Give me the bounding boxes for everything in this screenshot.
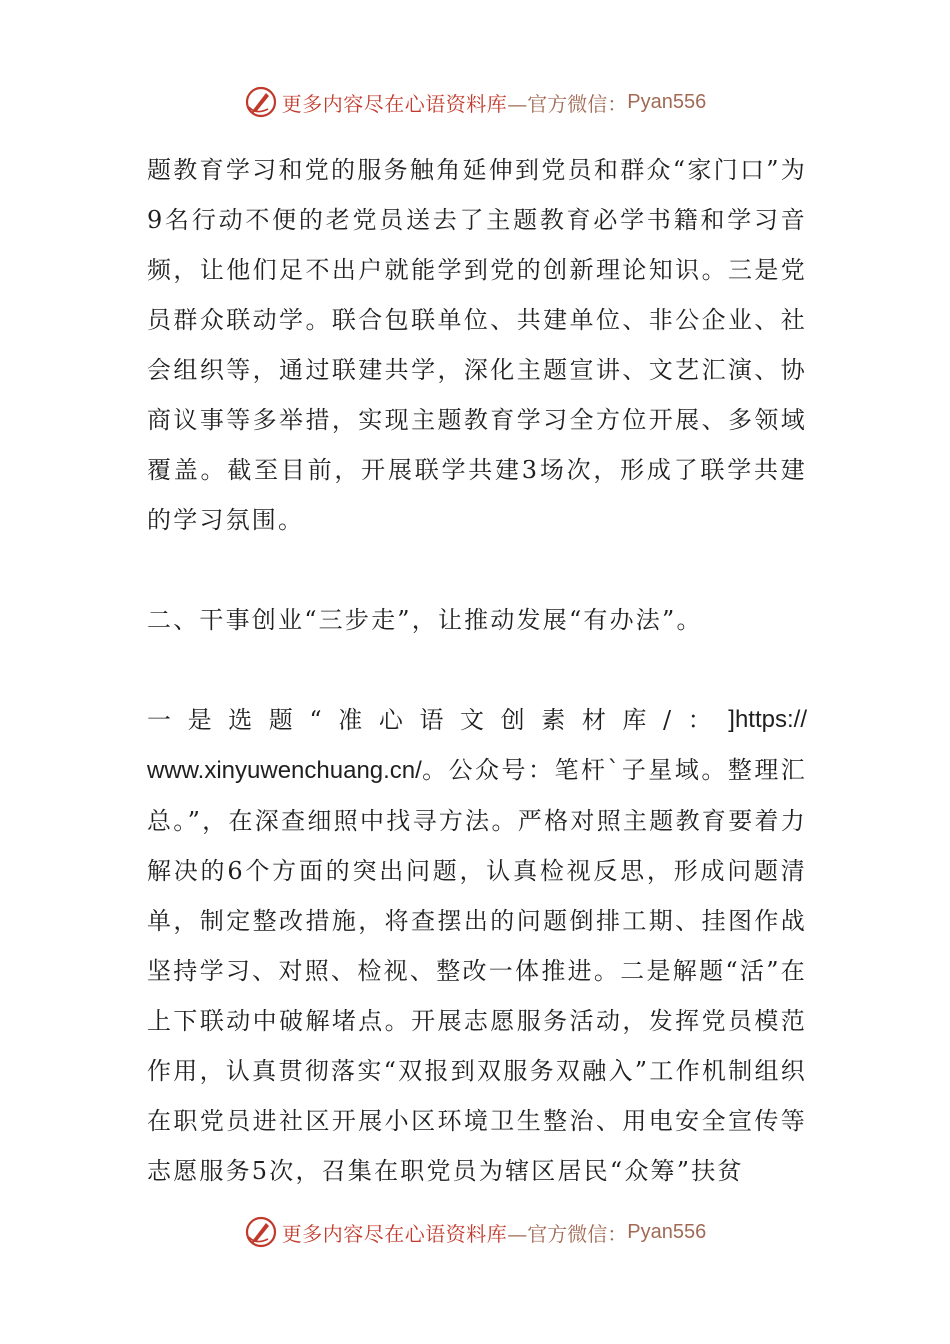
- document-body: [147, 145, 807, 1196]
- line-char: 素: [541, 706, 566, 734]
- banner-wechat-id: Pyan556: [627, 1220, 707, 1243]
- banner-main-text: 更多内容尽在心语资料库: [281, 91, 508, 116]
- footer-watermark-banner: [0, 1212, 950, 1252]
- line-char: 一: [147, 706, 171, 734]
- banner-sub-text: —官方微信：: [507, 91, 628, 116]
- line-char: 选: [228, 706, 253, 734]
- paragraph-gap: [147, 545, 807, 595]
- paragraph-2-text: 。公众号：笔杆`子星域。整理汇总。”，在深查细照中找寻方法。严格对照主题教育要着力解决的6个方面的突出问题，认真检视反思，形成问题清单，制定整改措施，将查摆出的问题倒排工期、挂图作战坚持学习、对照、检视、整改一体推进。二是解题“活”在上下联动中破解堵点。开展志愿服务活动，发挥党员模范作用，认真贯彻落实“双报到双服务双融入”工作机制组织在职党员进社区开展小区环境卫生整治、用电安全宣传等志愿服务5次，召集在职党员为辖区居民“众筹”扶贫: [147, 756, 807, 1185]
- line-char-url: ]https://: [728, 706, 807, 733]
- paragraph-2-first-line: [147, 695, 807, 745]
- line-char: 材: [581, 706, 606, 734]
- paragraph-1: 题教育学习和党的服务触角延伸到党员和群众“家门口”为9名行动不便的老党员送去了主题教育必学书籍和学习音频，让他们足不出户就能学到党的创新理论知识。三是党员群众联动学。联合包联单位、共建单位、非公企业、社会组织等，通过联建共学，深化主题宣讲、文艺汇演、协商议事等多举措，实现主题教育学习全方位开展、多领域覆盖。截至目前，开展联学共建3场次，形成了联学共建的学习氛围。: [147, 156, 807, 534]
- line-char: ：: [687, 706, 712, 734]
- line-char: “: [309, 706, 322, 734]
- line-char: 题: [268, 706, 293, 734]
- banner-sub-text: —官方微信：: [507, 1221, 628, 1246]
- header-watermark-banner: [0, 82, 950, 122]
- section-heading-2: 二、干事创业“三步走”，让推动发展“有办法”。: [147, 606, 703, 634]
- paragraph-2-url: www.xinyuwenchuang.cn/: [147, 757, 422, 784]
- quill-pen-icon: [244, 1215, 278, 1249]
- line-char: 语: [419, 706, 444, 734]
- banner-wechat-id: Pyan556: [627, 90, 707, 113]
- line-char: 心: [378, 706, 403, 734]
- line-char: /: [663, 706, 672, 734]
- line-char: 准: [338, 706, 363, 734]
- paragraph-2: [147, 745, 807, 1196]
- paragraph-gap: [147, 645, 807, 695]
- line-char: 文: [460, 706, 485, 734]
- line-char: 库: [622, 706, 647, 734]
- line-char: 创: [500, 706, 525, 734]
- line-char: 是: [187, 706, 212, 734]
- quill-pen-icon: [244, 85, 278, 119]
- banner-main-text: 更多内容尽在心语资料库: [281, 1221, 508, 1246]
